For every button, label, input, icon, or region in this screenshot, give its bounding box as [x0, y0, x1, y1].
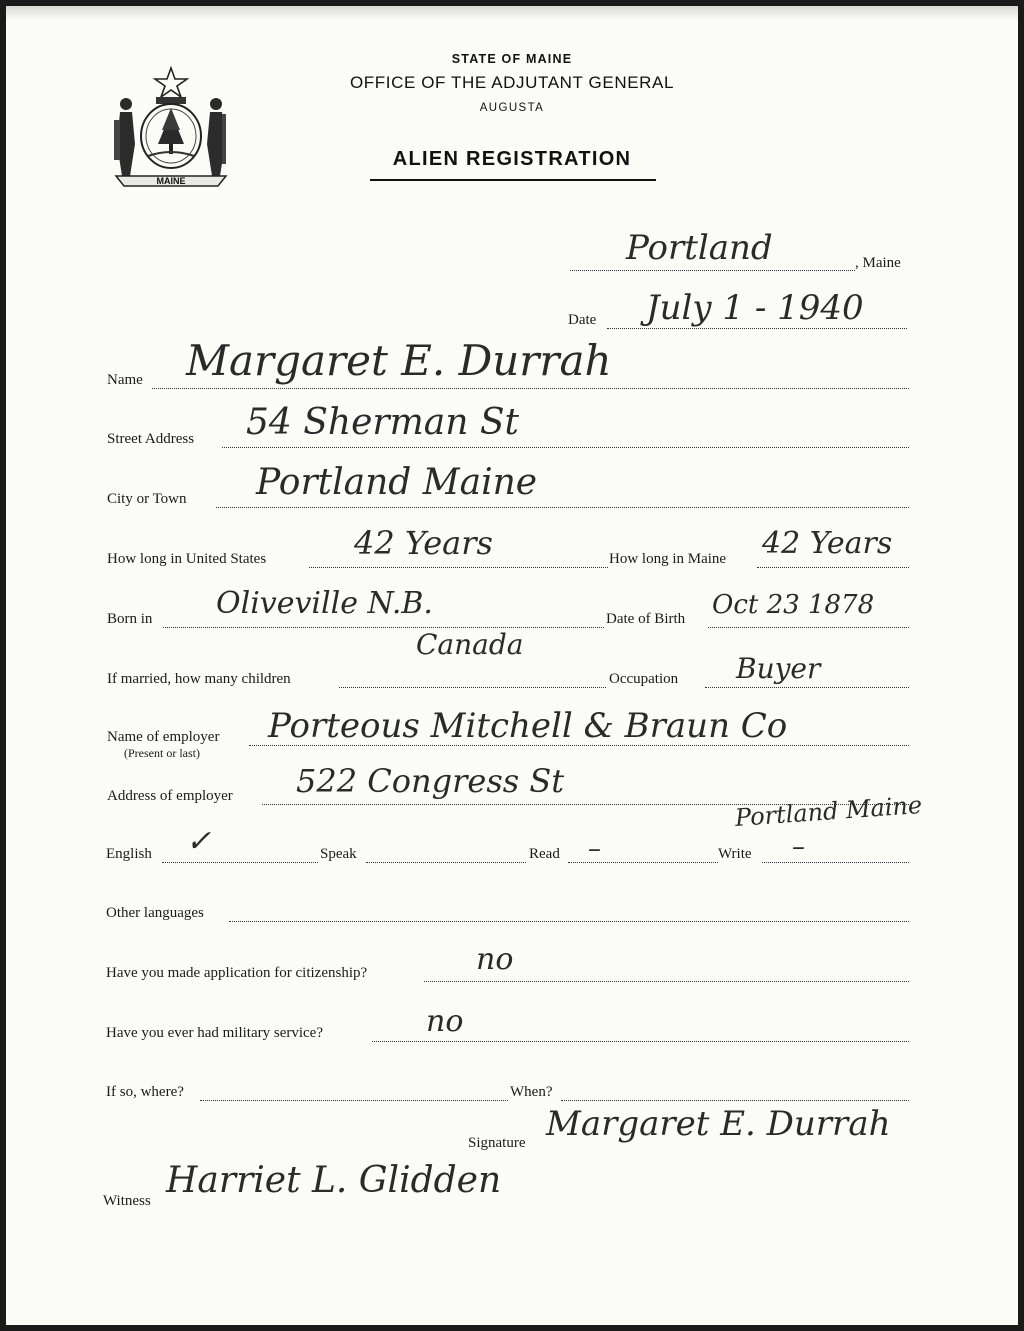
employer-address-value: 522 Congress St	[296, 762, 565, 800]
children-line	[339, 687, 606, 688]
city-value: Portland Maine	[256, 462, 538, 503]
where-label: If so, where?	[106, 1084, 184, 1100]
date-line	[607, 328, 907, 329]
street-label: Street Address	[107, 431, 195, 447]
seal-maine-text: MAINE	[156, 176, 186, 186]
dob-line	[708, 627, 909, 628]
occupation-label: Occupation	[609, 671, 679, 687]
children-label: If married, how many children	[107, 671, 291, 687]
when-label: When?	[510, 1084, 553, 1100]
dob-label: Date of Birth	[606, 611, 686, 627]
english-line	[162, 862, 318, 863]
english-check: ✓	[186, 824, 212, 859]
write-label: Write	[718, 846, 752, 862]
scan-edge	[6, 6, 1018, 20]
witness-label: Witness	[103, 1193, 151, 1209]
military-label: Have you ever had military service?	[106, 1025, 323, 1041]
read-label: Read	[529, 846, 560, 862]
name-line	[152, 388, 909, 389]
witness-value: Harriet L. Glidden	[166, 1160, 502, 1201]
born-value: Oliveville N.B.	[216, 586, 433, 621]
city-line	[216, 507, 909, 508]
place-value: Portland	[626, 228, 773, 268]
occupation-line	[705, 687, 909, 688]
alien-registration-form	[6, 6, 1018, 1325]
other-languages-line	[229, 921, 909, 922]
write-check: –	[792, 832, 805, 862]
state-heading: STATE OF MAINE	[451, 52, 573, 66]
military-value: no	[426, 1004, 464, 1039]
street-line	[222, 447, 909, 448]
read-check: –	[588, 834, 601, 864]
date-label: Date	[568, 312, 597, 328]
street-value: 54 Sherman St	[246, 402, 519, 443]
speak-label: Speak	[320, 846, 357, 862]
years-us-line	[309, 567, 608, 568]
form-title: ALIEN REGISTRATION	[392, 148, 632, 170]
english-label: English	[106, 846, 152, 862]
employer-label: Name of employer	[107, 729, 220, 745]
other-languages-label: Other languages	[106, 905, 204, 921]
years-us-label: How long in United States	[107, 551, 267, 567]
dob-value: Oct 23 1878	[712, 590, 875, 620]
citizenship-label: Have you made application for citizenship?	[106, 965, 368, 981]
employer-value: Porteous Mitchell & Braun Co	[268, 706, 788, 746]
military-line	[372, 1041, 909, 1042]
write-line	[762, 862, 909, 863]
citizenship-value: no	[476, 942, 514, 977]
employer-sub-label: (Present or last)	[124, 746, 200, 760]
employer-city-value: Portland Maine	[734, 790, 923, 832]
place-suffix-label: , Maine	[855, 255, 901, 271]
office-heading: OFFICE OF THE ADJUTANT GENERAL	[349, 73, 675, 92]
title-underline	[370, 179, 656, 181]
signature-value: Margaret E. Durrah	[546, 1104, 891, 1144]
city-heading: AUGUSTA	[479, 102, 545, 114]
born-line	[163, 627, 604, 628]
citizenship-line	[424, 981, 909, 982]
employer-address-label: Address of employer	[107, 788, 233, 804]
date-value: July 1 - 1940	[646, 288, 864, 328]
speak-line	[366, 862, 526, 863]
name-label: Name	[107, 372, 143, 388]
years-me-label: How long in Maine	[609, 551, 727, 567]
city-label: City or Town	[107, 491, 187, 507]
occupation-value: Buyer	[736, 652, 821, 685]
when-line	[561, 1100, 909, 1101]
place-line	[570, 270, 855, 271]
where-line	[200, 1100, 508, 1101]
years-me-line	[757, 567, 909, 568]
years-us-value: 42 Years	[354, 524, 493, 562]
signature-label: Signature	[468, 1135, 526, 1151]
name-value: Margaret E. Durrah	[186, 336, 612, 385]
years-me-value: 42 Years	[762, 526, 893, 561]
born-label: Born in	[107, 611, 153, 627]
born-country-value: Canada	[416, 628, 524, 661]
